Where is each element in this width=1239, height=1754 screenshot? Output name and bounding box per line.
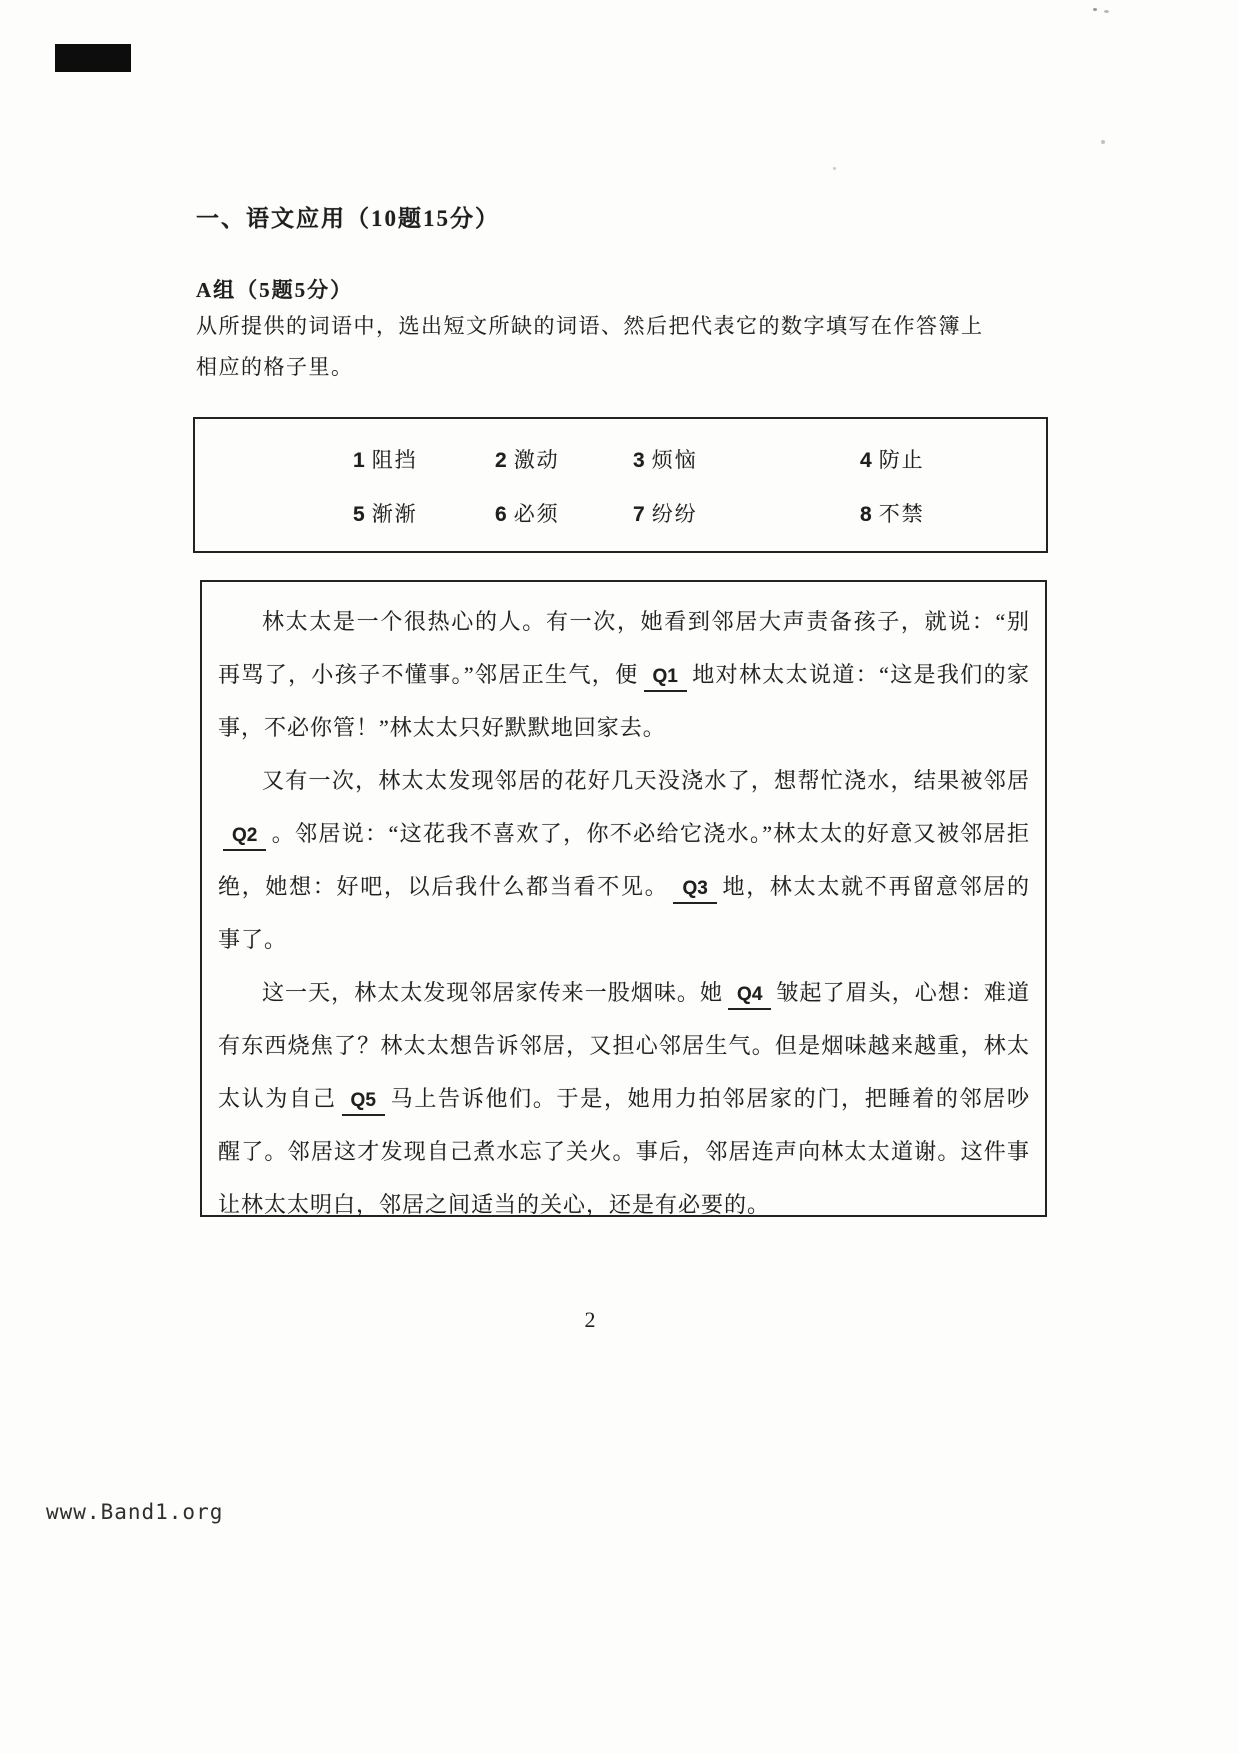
- word-option-number: 5: [353, 503, 365, 526]
- word-option-8: [860, 498, 925, 528]
- word-option-text: 渐渐: [371, 502, 418, 526]
- word-bank-row: [195, 432, 1046, 486]
- passage-text-segment: 又有一次，林太太发现邻居的花好几天没浇水了，想帮忙浇水，结果被邻居: [262, 768, 1030, 793]
- cloze-blank-q4: Q4: [728, 983, 771, 1010]
- word-bank-row: [195, 486, 1046, 540]
- scan-artifact: [833, 167, 836, 170]
- passage-text-segment: 马上告诉他们。于是，她用力拍邻居家的门，把睡着的邻居吵醒了。邻居这才发现自己煮水忘了关火。事后，邻居连声向林太太道谢。这件事让林太太明白，邻居之间适当的关心，还是有必要的。: [218, 1086, 1030, 1217]
- instructions: [196, 306, 1076, 388]
- word-option-text: 纷纷: [651, 502, 698, 526]
- scan-artifact: [1093, 8, 1097, 11]
- word-option-text: 不禁: [878, 502, 925, 526]
- passage-text-segment: 地对林太太说道：“这是我们的家事，不必你管！”林太太只好默默地回家去。: [218, 662, 1030, 740]
- cloze-blank-q2: Q2: [223, 824, 266, 851]
- word-option-text: 烦恼: [651, 448, 698, 472]
- cloze-blank-q3: Q3: [673, 877, 716, 904]
- word-option-1: [353, 444, 418, 474]
- passage-text-segment: 皱起了眉头，心想：难道有东西烧焦了？林太太想告诉邻居，又担心邻居生气。但是烟味越来越重，林太太认为自己: [218, 980, 1030, 1111]
- word-option-text: 阻挡: [371, 448, 418, 472]
- watermark: www.Band1.org: [46, 1500, 224, 1524]
- passage-text-segment: 林太太是一个很热心的人。有一次，她看到邻居大声责备孩子，就说：“别再骂了，小孩子不懂事。”邻居正生气，便: [218, 609, 1030, 687]
- passage-text-segment: 。邻居说：“这花我不喜欢了，你不必给它浇水。”林太太的好意又被邻居拒绝，她想：好吧，以后我什么都当看不见。: [218, 821, 1030, 899]
- word-option-number: 4: [860, 449, 872, 472]
- instructions-line-2: 相应的格子里。: [196, 355, 354, 379]
- word-bank-rows: [195, 432, 1046, 540]
- word-option-text: 必须: [513, 502, 560, 526]
- redaction-block: [55, 44, 131, 72]
- page-number: 2: [584, 1307, 596, 1332]
- word-option-text: 激动: [513, 448, 560, 472]
- passage-text-segment: 这一天，林太太发现邻居家传来一股烟味。她: [262, 980, 724, 1005]
- passage-text-segment: 地，林太太就不再留意邻居的事了。: [218, 874, 1030, 952]
- group-a-title: A组（5题5分）: [196, 278, 354, 302]
- cloze-blank-q5: Q5: [342, 1089, 385, 1116]
- word-bank-box: [193, 417, 1048, 553]
- word-option-7: [633, 498, 698, 528]
- word-option-number: 6: [495, 503, 507, 526]
- cloze-blank-q1: Q1: [644, 665, 687, 692]
- word-option-6: [495, 498, 560, 528]
- word-option-number: 7: [633, 503, 645, 526]
- section-title: 一、语文应用（10题15分）: [196, 206, 500, 231]
- instructions-line-1: 从所提供的词语中，选出短文所缺的词语、然后把代表它的数字填写在作答簿上: [196, 314, 984, 338]
- word-option-number: 3: [633, 449, 645, 472]
- scan-artifact: [1101, 140, 1105, 144]
- word-option-2: [495, 444, 560, 474]
- word-option-4: [860, 444, 925, 474]
- scan-artifact: [1104, 10, 1109, 13]
- word-option-number: 8: [860, 503, 872, 526]
- passage-paragraphs: [218, 595, 1030, 1231]
- word-option-number: 1: [353, 449, 365, 472]
- word-option-5: [353, 498, 418, 528]
- word-option-text: 防止: [878, 448, 925, 472]
- passage-box: [200, 580, 1047, 1217]
- passage-paragraph: [218, 595, 1030, 754]
- passage-paragraph: [218, 966, 1030, 1231]
- passage-paragraph: [218, 754, 1030, 966]
- word-option-number: 2: [495, 449, 507, 472]
- word-option-3: [633, 444, 698, 474]
